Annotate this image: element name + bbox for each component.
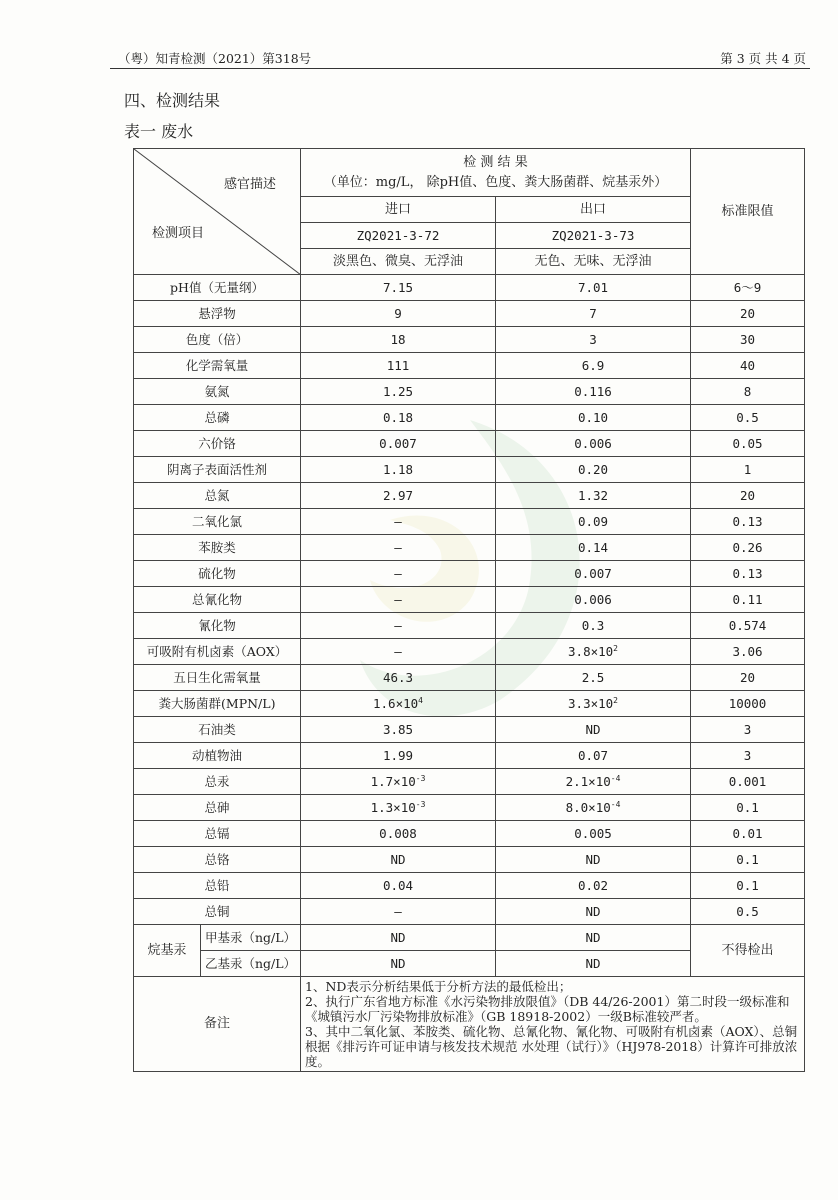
inlet-value-text: 2.97 (382, 488, 414, 503)
inlet-value-text: ND (390, 852, 406, 867)
outlet-value (496, 457, 691, 483)
outlet-value (496, 795, 691, 821)
item-name-text: 化学需氧量 (185, 358, 249, 373)
table-row (134, 457, 805, 483)
inlet-value (301, 509, 496, 535)
item-name (134, 405, 301, 431)
inlet-value (301, 327, 496, 353)
methyl-mercury-inlet: ND (301, 925, 496, 951)
inlet-value (301, 743, 496, 769)
outlet-value (496, 509, 691, 535)
limit-value (691, 847, 805, 873)
limit-value (691, 873, 805, 899)
result-header (301, 149, 691, 197)
inlet-value (301, 665, 496, 691)
outlet-value-text: 0.02 (577, 878, 609, 893)
methyl-mercury-item: 甲基汞（ng/L） (201, 925, 301, 951)
item-name-text: pH值（无量纲） (170, 280, 264, 295)
item-name-text: 总汞 (204, 774, 230, 789)
outlet-value-text: 0.20 (577, 462, 609, 477)
inlet-value-text: — (394, 540, 402, 555)
diag-top-label: 感官描述 (223, 177, 276, 192)
inlet-value-text: 0.04 (382, 878, 414, 893)
item-name-text: 氰化物 (198, 618, 236, 633)
item-name (134, 769, 301, 795)
item-name-text: 六价铬 (198, 436, 236, 451)
limit-value-text: 0.1 (736, 878, 759, 893)
diagonal-header-cell (134, 149, 301, 275)
limit-value (691, 769, 805, 795)
ethyl-mercury-inlet: ND (301, 951, 496, 977)
methyl-mercury-outlet: ND (496, 925, 691, 951)
outlet-value-text: 0.005 (574, 826, 612, 841)
item-name-text: 总磷 (204, 410, 230, 425)
note-2: 2、执行广东省地方标准《水污染物排放限值》（DB 44/26-2001）第二时段一级标准和《城镇污水厂污染物排放标准》（GB 18918-2002）一级B标准较严者。 (305, 994, 790, 1024)
inlet-value (301, 847, 496, 873)
outlet-value-text: 0.116 (574, 384, 612, 399)
item-name-text: 阴离子表面活性剂 (166, 462, 267, 477)
inlet-value (301, 639, 496, 665)
table-row (134, 301, 805, 327)
table-row (134, 275, 805, 301)
item-name-text: 粪大肠菌群(MPN/L) (158, 696, 276, 711)
outlet-value (496, 821, 691, 847)
inlet-value-text: 0.18 (382, 410, 414, 425)
table-title: 表一 废水 (124, 122, 194, 141)
limit-value-text: 3 (743, 748, 752, 763)
limit-value (691, 301, 805, 327)
inlet-value-text: — (394, 514, 402, 529)
item-name (134, 457, 301, 483)
diagonal-line (134, 149, 301, 275)
table-row (134, 639, 805, 665)
table-row (134, 795, 805, 821)
item-name (134, 509, 301, 535)
inlet-value-text: 1.3×10 (370, 800, 416, 815)
outlet-value (496, 691, 691, 717)
limit-value (691, 587, 805, 613)
outlet-description: 无色、无味、无浮油 (496, 249, 691, 275)
outlet-value-text: 0.07 (577, 748, 609, 763)
inlet-value (301, 301, 496, 327)
outlet-label: 出口 (496, 197, 691, 223)
limit-value (691, 509, 805, 535)
table-row (134, 327, 805, 353)
outlet-value (496, 587, 691, 613)
inlet-value-text: 0.008 (379, 826, 417, 841)
item-name-text: 石油类 (198, 722, 236, 737)
inlet-value (301, 561, 496, 587)
outlet-value-text: 0.09 (577, 514, 609, 529)
limit-value-text: 3 (743, 722, 752, 737)
inlet-value-exponent: -3 (415, 799, 426, 809)
table-row (134, 353, 805, 379)
item-name (134, 795, 301, 821)
outlet-value-text: ND (585, 722, 601, 737)
inlet-value-text: 1.25 (382, 384, 414, 399)
outlet-value (496, 769, 691, 795)
item-name-text: 氨氮 (204, 384, 230, 399)
item-name (134, 665, 301, 691)
table-row (134, 405, 805, 431)
limit-value (691, 665, 805, 691)
inlet-value-text: — (394, 618, 402, 633)
result-rows (134, 275, 805, 925)
limit-value-text: 0.574 (728, 618, 767, 633)
inlet-value (301, 405, 496, 431)
table-row (134, 769, 805, 795)
outlet-sample-id: ZQ2021-3-73 (496, 223, 691, 249)
item-name (134, 431, 301, 457)
limit-value (691, 457, 805, 483)
item-name (134, 353, 301, 379)
inlet-value (301, 691, 496, 717)
limit-value-text: 0.26 (732, 540, 763, 555)
outlet-value-text: ND (585, 852, 601, 867)
table-row (134, 561, 805, 587)
item-name-text: 悬浮物 (198, 306, 236, 321)
outlet-value (496, 873, 691, 899)
outlet-value (496, 717, 691, 743)
item-name-text: 可吸附有机卤素（AOX） (146, 644, 288, 659)
limit-value-text: 6～9 (733, 280, 762, 295)
table-row (134, 587, 805, 613)
inlet-value-text: — (394, 566, 402, 581)
limit-value-text: 0.01 (732, 826, 763, 841)
inlet-value-text: 46.3 (382, 670, 414, 685)
limit-value-text: 8 (743, 384, 752, 399)
limit-value-text: 0.1 (736, 852, 759, 867)
item-name-text: 五日生化需氧量 (173, 670, 261, 685)
outlet-value (496, 301, 691, 327)
limit-value-text: 30 (739, 332, 756, 347)
inlet-value-text: 1.18 (382, 462, 414, 477)
item-name (134, 275, 301, 301)
outlet-value-exponent: -4 (610, 799, 621, 809)
outlet-value-text: 0.007 (574, 566, 612, 581)
section-title: 四、检测结果 (124, 91, 221, 110)
outlet-value-text: ND (585, 904, 601, 919)
limit-value-text: 0.001 (728, 774, 767, 789)
item-name-text: 总铅 (204, 878, 230, 893)
limit-value (691, 795, 805, 821)
limit-value-text: 20 (739, 670, 756, 685)
note-3: 3、其中二氧化氯、苯胺类、硫化物、总氰化物、氰化物、可吸附有机卤素（AOX）、总铜根据《排污许可证申请与核发技术规范 水处理（试行）》（HJ978-2018）计算许可排放浓度。 (305, 1024, 798, 1069)
item-name (134, 821, 301, 847)
limit-value (691, 431, 805, 457)
item-name-text: 硫化物 (198, 566, 236, 581)
limit-value (691, 717, 805, 743)
table-row (134, 483, 805, 509)
item-name (134, 535, 301, 561)
inlet-value (301, 431, 496, 457)
item-name (134, 587, 301, 613)
table-row (134, 743, 805, 769)
outlet-value-exponent: 2 (613, 695, 618, 705)
inlet-value-text: — (394, 644, 402, 659)
item-name (134, 639, 301, 665)
inlet-value-text: 1.6×10 (373, 696, 419, 711)
outlet-value-exponent: -4 (610, 773, 621, 783)
outlet-value-text: 0.006 (574, 592, 612, 607)
limit-value (691, 821, 805, 847)
inlet-value-text: — (394, 592, 402, 607)
limit-value (691, 405, 805, 431)
header-divider (110, 68, 810, 69)
outlet-value-text: 0.3 (581, 618, 605, 633)
item-name (134, 561, 301, 587)
limit-value-text: 40 (739, 358, 756, 373)
item-name-text: 总氮 (204, 488, 230, 503)
inlet-value (301, 483, 496, 509)
inlet-value-text: 18 (390, 332, 406, 347)
note-1: 1、ND表示分析结果低于分析方法的最低检出； (305, 979, 572, 994)
item-name-text: 苯胺类 (198, 540, 236, 555)
inlet-value-text: — (394, 904, 402, 919)
table-row (134, 717, 805, 743)
inlet-value (301, 821, 496, 847)
inlet-value-text: 9 (394, 306, 402, 321)
outlet-value-text: 3.8×10 (568, 644, 614, 659)
inlet-label: 进口 (301, 197, 496, 223)
outlet-value (496, 743, 691, 769)
limit-header: 标准限值 (691, 149, 805, 275)
inlet-value (301, 457, 496, 483)
alkyl-mercury-label: 烷基汞 (134, 925, 201, 977)
limit-value-text: 10000 (728, 696, 767, 711)
inlet-value-text: 1.7×10 (370, 774, 416, 789)
wastewater-results-table (133, 148, 805, 1072)
outlet-value (496, 899, 691, 925)
limit-value (691, 561, 805, 587)
outlet-value (496, 561, 691, 587)
item-name (134, 379, 301, 405)
item-name (134, 691, 301, 717)
table-row (134, 821, 805, 847)
outlet-value (496, 379, 691, 405)
inlet-value (301, 353, 496, 379)
alkyl-mercury-limit: 不得检出 (691, 925, 805, 977)
inlet-sample-id: ZQ2021-3-72 (301, 223, 496, 249)
limit-value (691, 899, 805, 925)
limit-value (691, 327, 805, 353)
inlet-value-text: 1.99 (382, 748, 414, 763)
inlet-value (301, 587, 496, 613)
item-name-text: 色度（倍） (185, 332, 249, 347)
outlet-value-text: 7 (589, 306, 597, 321)
limit-value-text: 20 (739, 488, 756, 503)
limit-value (691, 639, 805, 665)
inlet-value (301, 795, 496, 821)
inlet-description: 淡黑色、微臭、无浮油 (301, 249, 496, 275)
limit-value (691, 275, 805, 301)
inlet-value (301, 717, 496, 743)
limit-value (691, 483, 805, 509)
item-name (134, 873, 301, 899)
notes-label: 备注 (134, 977, 301, 1072)
result-title: 检 测 结 果 (463, 154, 528, 170)
item-name (134, 717, 301, 743)
item-name (134, 847, 301, 873)
item-name-text: 总铜 (204, 904, 230, 919)
inlet-value (301, 379, 496, 405)
outlet-value-text: 1.32 (577, 488, 609, 503)
limit-value (691, 743, 805, 769)
table-row (134, 613, 805, 639)
result-unit: （单位：mg/L， 除pH值、色度、粪大肠菌群、烷基汞外） (323, 174, 668, 190)
inlet-value-text: 3.85 (382, 722, 414, 737)
outlet-value-text: 2.5 (581, 670, 605, 685)
table-row (134, 873, 805, 899)
item-name (134, 483, 301, 509)
table-row (134, 847, 805, 873)
limit-value (691, 691, 805, 717)
outlet-value-text: 8.0×10 (565, 800, 611, 815)
inlet-value-text: 0.007 (379, 436, 417, 451)
limit-value (691, 535, 805, 561)
outlet-value (496, 353, 691, 379)
inlet-value (301, 873, 496, 899)
limit-value-text: 1 (743, 462, 752, 477)
diag-bottom-label: 检测项目 (152, 226, 205, 242)
limit-value (691, 379, 805, 405)
inlet-value (301, 535, 496, 561)
table-row (134, 431, 805, 457)
report-number: （粤）知青检测（2021）第318号 (118, 51, 312, 66)
item-name (134, 613, 301, 639)
limit-value-text: 0.11 (732, 592, 763, 607)
outlet-value-text: 3.3×10 (568, 696, 614, 711)
outlet-value (496, 327, 691, 353)
table-row (134, 899, 805, 925)
limit-value (691, 613, 805, 639)
table-row (134, 509, 805, 535)
page-number: 第 3 页 共 4 页 (720, 51, 806, 66)
outlet-value-text: 7.01 (577, 280, 609, 295)
item-name-text: 总铬 (204, 852, 230, 867)
item-name-text: 总砷 (204, 800, 230, 815)
ethyl-mercury-outlet: ND (496, 951, 691, 977)
inlet-value (301, 275, 496, 301)
item-name (134, 301, 301, 327)
outlet-value (496, 483, 691, 509)
outlet-value (496, 431, 691, 457)
limit-value-text: 3.06 (732, 644, 763, 659)
inlet-value-exponent: -3 (415, 773, 426, 783)
outlet-value (496, 639, 691, 665)
limit-value-text: 0.1 (736, 800, 759, 815)
inlet-value (301, 613, 496, 639)
outlet-value-text: 0.14 (577, 540, 609, 555)
outlet-value-exponent: 2 (613, 643, 618, 653)
outlet-value (496, 613, 691, 639)
item-name-text: 总镉 (204, 826, 230, 841)
notes-content (301, 977, 805, 1072)
limit-value-text: 0.5 (736, 904, 759, 919)
outlet-value-text: 0.10 (577, 410, 609, 425)
table-row (134, 665, 805, 691)
outlet-value-text: 2.1×10 (565, 774, 611, 789)
ethyl-mercury-item: 乙基汞（ng/L） (201, 951, 301, 977)
outlet-value (496, 847, 691, 873)
inlet-value (301, 769, 496, 795)
item-name (134, 899, 301, 925)
table-row (134, 535, 805, 561)
outlet-value-text: 3 (589, 332, 597, 347)
outlet-value-text: 6.9 (581, 358, 605, 373)
inlet-value-exponent: 4 (418, 695, 423, 705)
inlet-value (301, 899, 496, 925)
limit-value-text: 0.13 (732, 514, 763, 529)
inlet-value-text: 111 (386, 358, 410, 373)
limit-value-text: 0.13 (732, 566, 763, 581)
limit-value-text: 0.05 (732, 436, 763, 451)
limit-value (691, 353, 805, 379)
outlet-value (496, 535, 691, 561)
inlet-value-text: 7.15 (382, 280, 414, 295)
item-name (134, 327, 301, 353)
item-name-text: 二氧化氯 (191, 514, 242, 529)
table-row (134, 691, 805, 717)
outlet-value (496, 275, 691, 301)
outlet-value (496, 665, 691, 691)
limit-value-text: 20 (739, 306, 756, 321)
item-name (134, 743, 301, 769)
item-name-text: 动植物油 (191, 748, 242, 763)
limit-value-text: 0.5 (736, 410, 759, 425)
outlet-value (496, 405, 691, 431)
table-row (134, 379, 805, 405)
item-name-text: 总氰化物 (191, 592, 242, 607)
outlet-value-text: 0.006 (574, 436, 612, 451)
